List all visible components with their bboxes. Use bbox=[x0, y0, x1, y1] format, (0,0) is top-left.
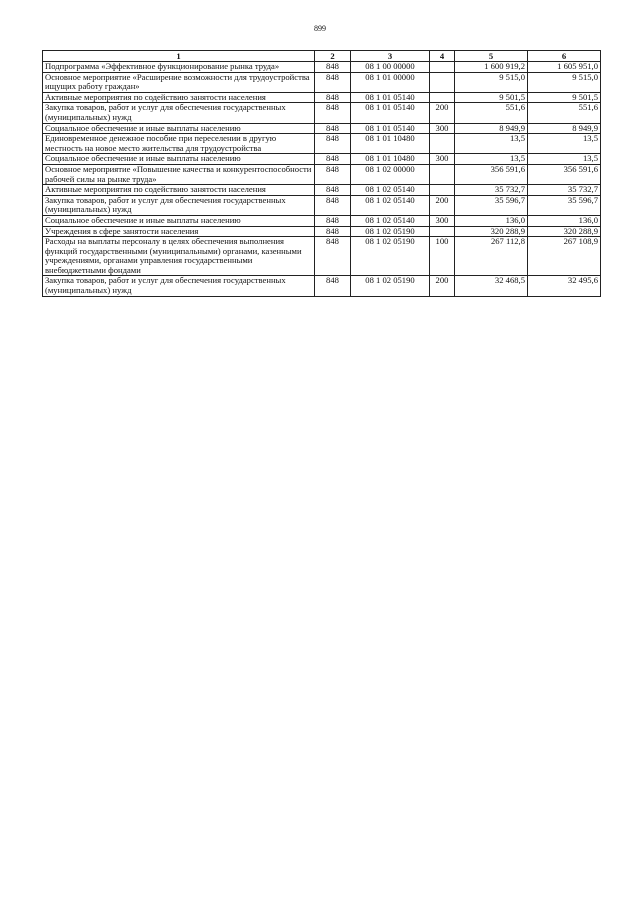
row-value-col6: 9 501,5 bbox=[528, 92, 601, 103]
row-value-col5: 35 596,7 bbox=[455, 195, 528, 215]
row-name: Закупка товаров, работ и услуг для обеспечения государственных (муниципальных) нужд bbox=[43, 195, 315, 215]
row-kbk: 08 1 01 10480 bbox=[351, 134, 430, 154]
row-expense-type: 200 bbox=[430, 276, 455, 296]
row-name: Учреждения в сфере занятости населения bbox=[43, 226, 315, 237]
row-name: Закупка товаров, работ и услуг для обеспечения государственных (муниципальных) нужд bbox=[43, 276, 315, 296]
header-cell: 4 bbox=[430, 51, 455, 62]
table-row bbox=[43, 164, 601, 184]
row-code: 848 bbox=[315, 92, 351, 103]
row-name: Активные мероприятия по содействию занятости населения bbox=[43, 92, 315, 103]
row-code: 848 bbox=[315, 72, 351, 92]
row-expense-type bbox=[430, 92, 455, 103]
row-name: Активные мероприятия по содействию занятости населения bbox=[43, 185, 315, 196]
row-value-col6: 35 596,7 bbox=[528, 195, 601, 215]
header-cell: 5 bbox=[455, 51, 528, 62]
row-code: 848 bbox=[315, 164, 351, 184]
row-value-col5: 1 600 919,2 bbox=[455, 62, 528, 73]
row-value-col5: 13,5 bbox=[455, 134, 528, 154]
row-expense-type: 200 bbox=[430, 103, 455, 123]
table-row bbox=[43, 185, 601, 196]
row-value-col6: 35 732,7 bbox=[528, 185, 601, 196]
table-header-row bbox=[43, 51, 601, 62]
row-value-col5: 13,5 bbox=[455, 154, 528, 165]
row-kbk: 08 1 01 10480 bbox=[351, 154, 430, 165]
row-code: 848 bbox=[315, 215, 351, 226]
row-kbk: 08 1 01 05140 bbox=[351, 103, 430, 123]
row-code: 848 bbox=[315, 195, 351, 215]
row-expense-type: 300 bbox=[430, 123, 455, 134]
row-value-col6: 8 949,9 bbox=[528, 123, 601, 134]
row-value-col5: 136,0 bbox=[455, 215, 528, 226]
row-kbk: 08 1 02 05140 bbox=[351, 215, 430, 226]
row-kbk: 08 1 02 05140 bbox=[351, 185, 430, 196]
row-value-col6: 13,5 bbox=[528, 154, 601, 165]
row-kbk: 08 1 01 05140 bbox=[351, 92, 430, 103]
row-value-col5: 9 501,5 bbox=[455, 92, 528, 103]
row-value-col6: 13,5 bbox=[528, 134, 601, 154]
table-row bbox=[43, 103, 601, 123]
row-value-col6: 267 108,9 bbox=[528, 237, 601, 276]
row-kbk: 08 1 02 05190 bbox=[351, 226, 430, 237]
header-cell: 2 bbox=[315, 51, 351, 62]
row-code: 848 bbox=[315, 134, 351, 154]
row-value-col6: 32 495,6 bbox=[528, 276, 601, 296]
row-name: Основное мероприятие «Расширение возможности для трудоустройства ищущих работу граждан» bbox=[43, 72, 315, 92]
row-value-col6: 1 605 951,0 bbox=[528, 62, 601, 73]
row-expense-type: 200 bbox=[430, 195, 455, 215]
table-row bbox=[43, 92, 601, 103]
table-row bbox=[43, 154, 601, 165]
row-value-col5: 32 468,5 bbox=[455, 276, 528, 296]
row-value-col6: 551,6 bbox=[528, 103, 601, 123]
row-name: Социальное обеспечение и иные выплаты населению bbox=[43, 215, 315, 226]
table-row bbox=[43, 72, 601, 92]
row-name: Социальное обеспечение и иные выплаты населению bbox=[43, 123, 315, 134]
row-value-col6: 9 515,0 bbox=[528, 72, 601, 92]
row-name: Закупка товаров, работ и услуг для обеспечения государственных (муниципальных) нужд bbox=[43, 103, 315, 123]
row-expense-type bbox=[430, 62, 455, 73]
row-name: Расходы на выплаты персоналу в целях обеспечения выполнения функций государственными (муниципальными) органами, казенными учреждениями, органами управления государственными внебюджетными фондами bbox=[43, 237, 315, 276]
row-code: 848 bbox=[315, 226, 351, 237]
table-row bbox=[43, 123, 601, 134]
row-kbk: 08 1 01 05140 bbox=[351, 123, 430, 134]
row-expense-type bbox=[430, 164, 455, 184]
row-value-col5: 35 732,7 bbox=[455, 185, 528, 196]
row-kbk: 08 1 02 00000 bbox=[351, 164, 430, 184]
row-code: 848 bbox=[315, 62, 351, 73]
row-value-col5: 267 112,8 bbox=[455, 237, 528, 276]
row-kbk: 08 1 02 05190 bbox=[351, 276, 430, 296]
budget-table bbox=[42, 50, 601, 297]
row-name: Единовременное денежное пособие при переселении в другую местность на новое место жительства для трудоустройства bbox=[43, 134, 315, 154]
row-kbk: 08 1 01 00000 bbox=[351, 72, 430, 92]
table-row bbox=[43, 237, 601, 276]
row-code: 848 bbox=[315, 185, 351, 196]
row-value-col5: 320 288,9 bbox=[455, 226, 528, 237]
header-cell: 3 bbox=[351, 51, 430, 62]
row-code: 848 bbox=[315, 154, 351, 165]
row-code: 848 bbox=[315, 276, 351, 296]
row-value-col5: 8 949,9 bbox=[455, 123, 528, 134]
row-name: Подпрограмма «Эффективное функционирование рынка труда» bbox=[43, 62, 315, 73]
row-expense-type bbox=[430, 185, 455, 196]
row-name: Социальное обеспечение и иные выплаты населению bbox=[43, 154, 315, 165]
table-row bbox=[43, 62, 601, 73]
row-kbk: 08 1 02 05140 bbox=[351, 195, 430, 215]
row-value-col5: 356 591,6 bbox=[455, 164, 528, 184]
header-cell: 1 bbox=[43, 51, 315, 62]
row-expense-type bbox=[430, 134, 455, 154]
row-kbk: 08 1 02 05190 bbox=[351, 237, 430, 276]
row-expense-type: 300 bbox=[430, 154, 455, 165]
header-cell: 6 bbox=[528, 51, 601, 62]
page-number: 899 bbox=[314, 24, 326, 33]
row-value-col5: 551,6 bbox=[455, 103, 528, 123]
row-expense-type bbox=[430, 72, 455, 92]
table-row bbox=[43, 226, 601, 237]
row-expense-type bbox=[430, 226, 455, 237]
row-code: 848 bbox=[315, 103, 351, 123]
row-value-col5: 9 515,0 bbox=[455, 72, 528, 92]
row-kbk: 08 1 00 00000 bbox=[351, 62, 430, 73]
row-code: 848 bbox=[315, 123, 351, 134]
row-code: 848 bbox=[315, 237, 351, 276]
table-row bbox=[43, 195, 601, 215]
row-expense-type: 300 bbox=[430, 215, 455, 226]
row-value-col6: 320 288,9 bbox=[528, 226, 601, 237]
table-row bbox=[43, 215, 601, 226]
row-expense-type: 100 bbox=[430, 237, 455, 276]
table-row bbox=[43, 276, 601, 296]
row-value-col6: 136,0 bbox=[528, 215, 601, 226]
row-value-col6: 356 591,6 bbox=[528, 164, 601, 184]
row-name: Основное мероприятие «Повышение качества и конкурентоспособности рабочей силы на рынке труда» bbox=[43, 164, 315, 184]
table-row bbox=[43, 134, 601, 154]
